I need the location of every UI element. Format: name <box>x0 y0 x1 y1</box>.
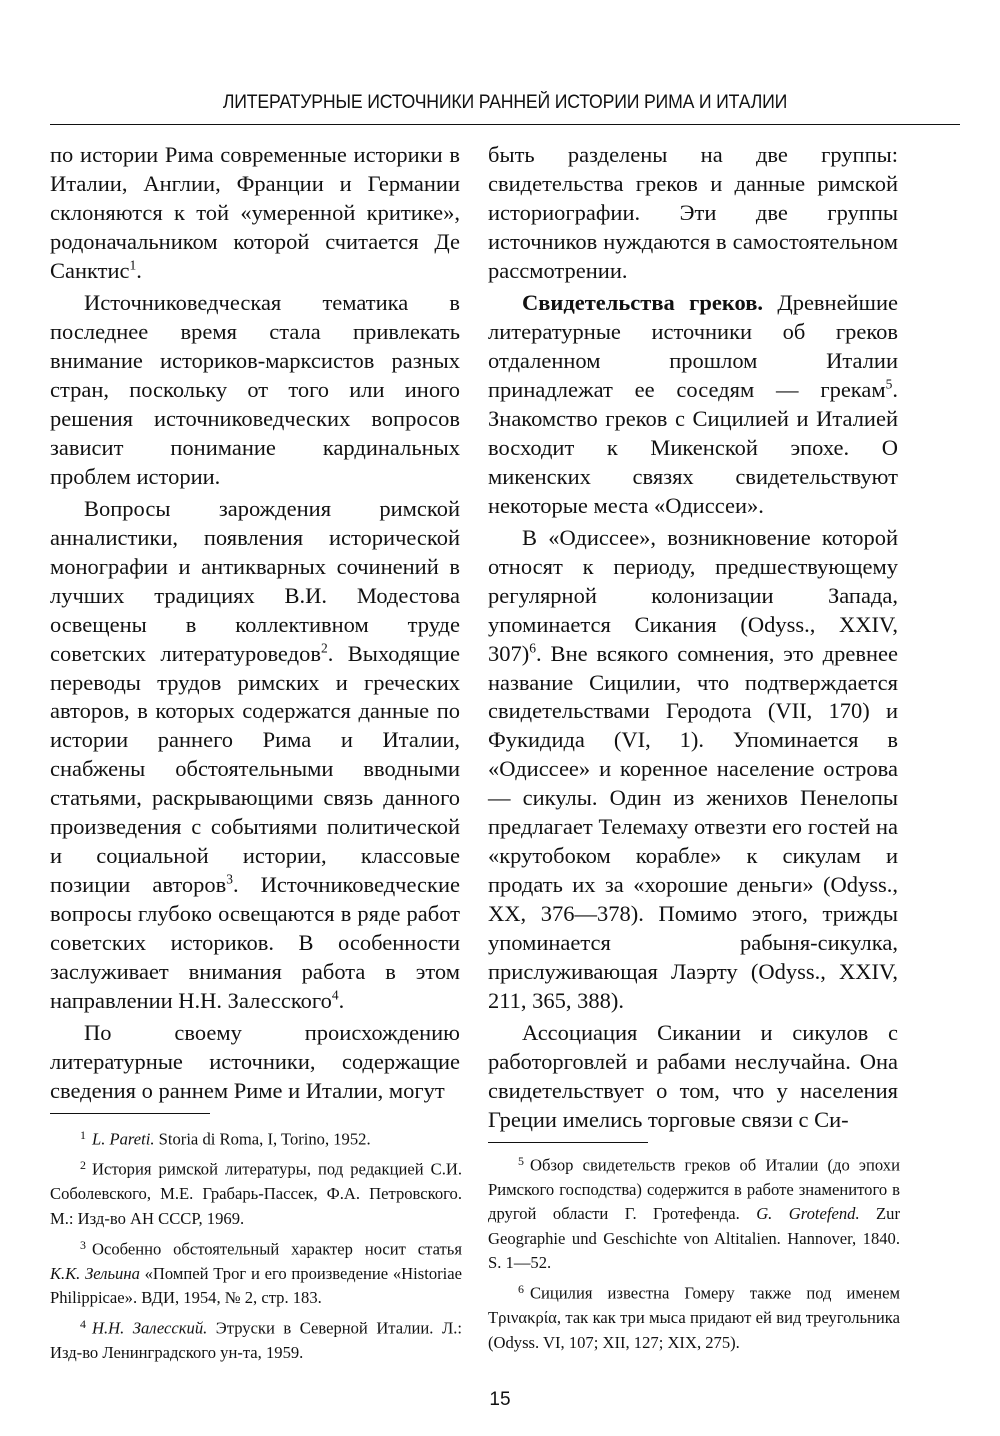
left-paragraph-1: по истории Рима современные историки в Италии, Англии, Франции и Германии склоняются к той «умеренной критике», родоначальником которой считается Де Санктис$^1$. <box>50 142 460 283</box>
footnote-ref-5[interactable]: 5 <box>885 376 893 392</box>
footnote-4: $^4$ Н.Н. Залесский. Этруски в Северной Италии. Л.: Изд-во Ленинградского ун-та, 1959. <box>50 1317 462 1363</box>
left-paragraph-3: Вопросы зарождения римской анналистики, появления исторической монографии и антикварных сочинений в лучших традициях В.И. Модестова освещены в коллективном труде советских литературоведов$^2$. Выходящие переводы трудов римских и греческих авторов, в которых содержатся данные по истории раннего Рима и Италии, снабжены обстоятельными вводными статьями, раскрывающими связь данного произведения с событиями политической и социальной истории, классовые позиции авторов$^3$. Источниковедческие вопросы глубоко освещаются в ряде работ советских историков. В особенности заслуживает внимания работа в этом направлении Н.Н. Залесского$^4$. <box>50 495 460 1014</box>
footnote-rule-right <box>488 1142 648 1143</box>
left-paragraph-4: По своему происхождению литературные источники, содержащие сведения о раннем Риме и Италии, могут <box>50 1020 460 1104</box>
footnotes-left <box>50 1123 462 1367</box>
footnote-6: $^6$ Сицилия известна Гомеру также под именем Τρινακρία, так как три мыса придают ей вид треугольника (Odyss. VI, 107; XII, 127; XIX, 275). <box>488 1282 900 1352</box>
footnote-1: $^1$ L. Pareti. Storia di Roma, I, Torino, 1952. <box>80 1128 371 1149</box>
footnote-3: $^3$ Особенно обстоятельный характер носит статья К.К. Зельина «Помпей Трог и его произведение «Historiae Philippicae». ВДИ, 1954, № 2, стр. 183. <box>50 1237 462 1308</box>
footnote-ref-1[interactable]: 1 <box>129 257 137 273</box>
footnote-5: $^5$ Обзор свидетельств греков об Италии (до эпохи Римского господства) содержится в работе знаменитого в другой области Г. Гротефенда. G. Grotefend. Zur Geographie und Geschichte von Altitalien. Hannover, 1840. S. 1—52. <box>488 1154 900 1273</box>
left-paragraph-2: Источниковедческая тематика в последнее время стала привлекать внимание историков-марксистов разных стран, поскольку от того или иного решения источниковедческих вопросов зависит понимание кардинальных проблем истории. <box>50 289 460 489</box>
running-head: ЛИТЕРАТУРНЫЕ ИСТОЧНИКИ РАННЕЙ ИСТОРИИ РИМА И ИТАЛИИ <box>222 92 788 113</box>
footnote-ref-6[interactable]: 6 <box>529 640 536 656</box>
footnote-ref-4[interactable]: 4 <box>331 987 339 1003</box>
footnote-ref-3[interactable]: 3 <box>226 871 234 887</box>
right-paragraph-2: Свидетельства греков. Древнейшие литературные источники об греков отдаленном прошлом Италии принадлежат ее соседям — грекам$^5$. Знакомство греков с Сицилией и Италией восходит к Микенской эпохе. О микенских связях свидетельствуют некоторые места «Одиссеи». <box>488 289 898 518</box>
left-column <box>50 141 460 1106</box>
right-paragraph-4: Ассоциация Сикании и сикулов с работорговлей и рабами неслучайна. Она свидетельствует о том, что у населения Греции имелись торговые связи с Си- <box>488 1020 898 1133</box>
footnote-ref-2[interactable]: 2 <box>320 640 328 656</box>
right-paragraph-3: В «Одиссее», возникновение которой относят к периоду, предшествующему регулярной колонизации Запада, упоминается Сикания (Odyss., XXIV, 307)$^6$. Вне всякого сомнения, это древнее название Сицилии, что подтверждается свидетельствами Геродота (VII, 170) и Фукидида (VI, 1). Упоминается в «Одиссее» и коренное население острова — сикулы. Один из женихов Пенелопы предлагает Телемаху отвезти его гостей на «крутобоком корабле» к сикулам и продать их за «хорошие деньги» (Odyss., XX, 376—378). Помимо этого, трижды упоминается рабыня-сикулка, прислуживающая Лаэрту (Odyss., XXIV, 211, 365, 388). <box>488 524 898 1014</box>
right-paragraph-1: быть разделены на две группы: свидетельства греков и данные римской историографии. Эти две группы источников нуждаются в самостоятельном рассмотрении. <box>488 142 898 283</box>
section-heading: Свидетельства греков. <box>522 289 763 315</box>
footnote-2: $^2$ История римской литературы, под редакцией С.И. Соболевского, М.Е. Грабарь-Пассек, Ф.А. Петровского. М.: Изд-во АН СССР, 1969. <box>50 1158 462 1228</box>
page-number: 15 <box>489 1389 511 1410</box>
header-rule <box>50 124 960 125</box>
right-column <box>488 141 898 1135</box>
footnotes-right <box>488 1149 900 1357</box>
footnote-rule-left <box>50 1113 210 1114</box>
